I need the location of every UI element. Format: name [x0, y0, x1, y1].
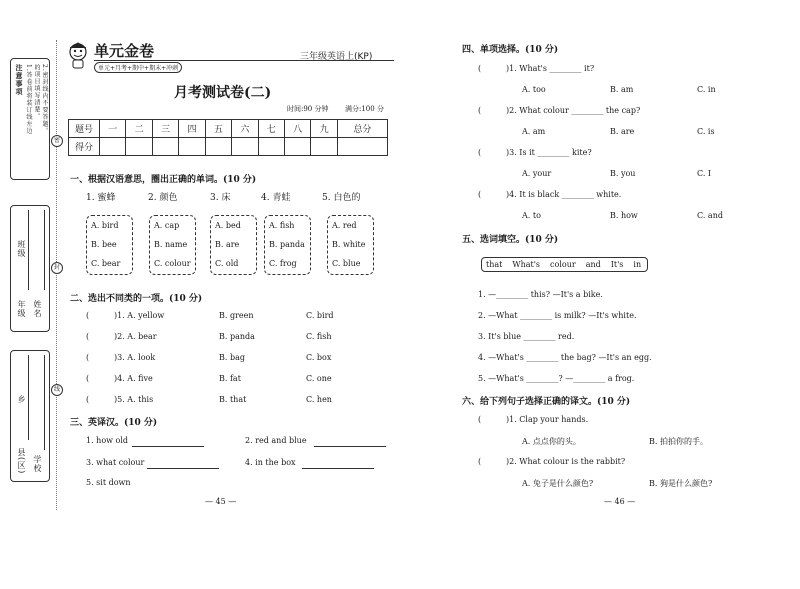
- notice-title: 注意事项: [15, 64, 24, 96]
- q2-option-a: )4. A. five: [114, 374, 153, 383]
- score-input-cell[interactable]: [126, 138, 152, 156]
- answer-blank[interactable]: [132, 446, 204, 447]
- q1-prompt: 1. 蜜蜂: [86, 193, 116, 203]
- seal-xian: 线: [51, 384, 63, 396]
- q2-option-c: C. fish: [306, 332, 332, 341]
- score-input-cell[interactable]: [284, 138, 310, 156]
- q2-option-a: )1. A. yellow: [114, 311, 165, 320]
- q2-option-c: C. one: [306, 374, 332, 383]
- option-box: [210, 215, 257, 275]
- answer-blank[interactable]: [302, 468, 374, 469]
- grade-class-line: [28, 210, 29, 290]
- score-cell: 四: [179, 120, 205, 138]
- school-line: [44, 355, 45, 450]
- score-row-label: 得分: [69, 138, 100, 156]
- q4-option-b: B. you: [610, 169, 636, 178]
- q3-item: 1. how old: [86, 436, 129, 445]
- mascot-icon: [66, 42, 90, 70]
- section-3-title: 三、英译汉。(10 分): [70, 418, 158, 428]
- q2-option-c: C. bird: [306, 311, 334, 320]
- score-cell: 三: [152, 120, 178, 138]
- class-label: 班级: [17, 240, 26, 258]
- page-number-left: — 45 —: [205, 497, 237, 506]
- option[interactable]: A. bed: [215, 221, 241, 230]
- word-bank: [481, 257, 648, 272]
- word-bank-item: in: [633, 260, 642, 269]
- answer-paren[interactable]: (: [478, 457, 482, 466]
- score-input-cell[interactable]: [179, 138, 205, 156]
- q5-item[interactable]: 1. —________ this? —It's a bike.: [478, 290, 603, 299]
- q2-option-b: B. that: [219, 395, 247, 404]
- option-box: [86, 215, 133, 275]
- q2-option-c: C. hen: [306, 395, 332, 404]
- option[interactable]: C. blue: [332, 259, 361, 268]
- answer-paren[interactable]: (: [478, 64, 482, 73]
- word-bank-item: that: [486, 260, 503, 269]
- seal-feng: 封: [51, 262, 63, 274]
- score-cell: 二: [126, 120, 152, 138]
- option-box: [149, 215, 196, 275]
- score-input-cell[interactable]: [152, 138, 178, 156]
- score-input-cell[interactable]: [258, 138, 284, 156]
- score-input-cell[interactable]: [337, 138, 387, 156]
- q2-option-b: B. fat: [219, 374, 241, 383]
- q2-option-a: )2. A. bear: [114, 332, 157, 341]
- q6-question: )1. Clap your hands.: [506, 415, 589, 424]
- score-cell: 总分: [337, 120, 387, 138]
- q1-prompt: 5. 白色的: [322, 193, 361, 203]
- q4-question: )2. What colour ________ the cap?: [506, 106, 641, 115]
- answer-paren[interactable]: (: [478, 106, 482, 115]
- answer-paren[interactable]: (: [86, 395, 90, 404]
- page-title: 月考测试卷(二): [174, 85, 272, 101]
- q4-option-a: A. too: [522, 85, 546, 94]
- word-bank-item: What's: [512, 260, 541, 269]
- q4-option-a: A. your: [522, 169, 552, 178]
- q6-option-a: A. 点点你的头。: [522, 437, 581, 446]
- grade-label: 三年级英语上(KP): [300, 52, 373, 62]
- q3-item: 5. sit down: [86, 478, 131, 487]
- q6-option-b: B. 拍拍你的手。: [649, 437, 708, 446]
- q4-question: )4. It is black ________ white.: [506, 190, 622, 199]
- q6-option-a: A. 兔子是什么颜色?: [522, 479, 594, 488]
- q3-item: 4. in the box: [245, 458, 296, 467]
- grade-label: 年级: [17, 300, 26, 318]
- answer-paren[interactable]: (: [478, 415, 482, 424]
- q4-option-b: B. am: [610, 85, 634, 94]
- section-4-title: 四、单项选择。(10 分): [462, 45, 559, 55]
- notice-line-2: 的项目填写清楚。: [33, 64, 40, 120]
- q4-option-a: A. am: [522, 127, 546, 136]
- q1-prompt: 4. 青蛙: [261, 193, 291, 203]
- score-input-cell[interactable]: [205, 138, 231, 156]
- score-cell: 五: [205, 120, 231, 138]
- q2-option-c: C. box: [306, 353, 332, 362]
- section-6-title: 六、给下列句子选择正确的译文。(10 分): [462, 397, 631, 407]
- q2-option-a: )3. A. look: [114, 353, 156, 362]
- q4-question: )1. What's ________ it?: [506, 64, 595, 73]
- q2-option-b: B. panda: [219, 332, 255, 341]
- q4-option-c: C. is: [697, 127, 715, 136]
- county-label: 县(区): [17, 448, 26, 475]
- answer-blank[interactable]: [314, 446, 386, 447]
- option-box: [327, 215, 374, 275]
- q2-option-b: B. bag: [219, 353, 245, 362]
- q4-option-a: A. to: [522, 211, 541, 220]
- seal-mi: 密: [51, 135, 63, 147]
- score-cell: 七: [258, 120, 284, 138]
- option[interactable]: A. fish: [269, 221, 295, 230]
- q2-option-b: B. green: [219, 311, 254, 320]
- option[interactable]: B. are: [215, 240, 240, 249]
- school-label: 学校: [33, 455, 42, 473]
- q4-option-c: C. and: [697, 211, 723, 220]
- section-2-title: 二、选出不同类的一项。(10 分): [70, 294, 203, 304]
- option-box: [264, 215, 311, 275]
- option[interactable]: C. colour: [154, 259, 191, 268]
- page-number-right: — 46 —: [604, 497, 636, 506]
- name-label: 姓名: [33, 300, 42, 318]
- q3-item: 3. what colour: [86, 458, 145, 467]
- answer-paren[interactable]: (: [86, 353, 90, 362]
- q2-option-a: )5. A. this: [114, 395, 154, 404]
- score-cell: 六: [232, 120, 258, 138]
- score-table: [68, 119, 388, 156]
- option[interactable]: C. bear: [91, 259, 121, 268]
- q4-option-b: B. are: [610, 127, 635, 136]
- score-cell: 九: [311, 120, 337, 138]
- answer-blank[interactable]: [147, 468, 219, 469]
- word-bank-item: colour: [550, 260, 576, 269]
- score-input-cell[interactable]: [232, 138, 258, 156]
- q5-item[interactable]: 5. —What's ________? —________ a frog.: [478, 374, 635, 383]
- score-table-header-row: [69, 120, 388, 138]
- q3-item: 2. red and blue: [245, 436, 307, 445]
- q5-item[interactable]: 2. —What ________ is milk? —It's white.: [478, 311, 637, 320]
- answer-paren[interactable]: (: [478, 148, 482, 157]
- option[interactable]: A. red: [332, 221, 357, 230]
- q6-question: )2. What colour is the rabbit?: [506, 457, 626, 466]
- score-table-score-row: [69, 138, 388, 156]
- option[interactable]: B. white: [332, 240, 366, 249]
- section-5-title: 五、选词填空。(10 分): [462, 235, 559, 245]
- q5-item[interactable]: 3. It's blue ________ red.: [478, 332, 575, 341]
- brand-title: 单元金卷: [94, 42, 155, 60]
- q1-prompt: 3. 床: [210, 193, 231, 203]
- word-bank-item: and: [585, 260, 601, 269]
- q1-prompt: 2. 颜色: [148, 193, 178, 203]
- name-line: [44, 210, 45, 290]
- township-label: 乡: [17, 395, 26, 404]
- q4-question: )3. Is it ________ kite?: [506, 148, 592, 157]
- header-rule: [94, 60, 394, 61]
- q4-option-c: C. I: [697, 169, 712, 178]
- score-cell: 一: [100, 120, 126, 138]
- brand-subtitle: 单元+月考+期中+期末+冲刺: [94, 62, 182, 73]
- answer-paren[interactable]: (: [478, 190, 482, 199]
- option[interactable]: B. name: [154, 240, 188, 249]
- county-line: [28, 355, 29, 440]
- option[interactable]: C. frog: [269, 259, 297, 268]
- q6-option-b: B. 狗是什么颜色?: [649, 479, 713, 488]
- answer-paren[interactable]: (: [86, 332, 90, 341]
- option[interactable]: C. old: [215, 259, 239, 268]
- notice-line-3: 2.密封线内不要答题。: [41, 64, 48, 135]
- option[interactable]: A. cap: [154, 221, 180, 230]
- score-cell: 八: [284, 120, 310, 138]
- q4-option-c: C. in: [697, 85, 716, 94]
- q5-item[interactable]: 4. —What's ________ the bag? —It's an egg.: [478, 353, 652, 362]
- option[interactable]: B. bee: [91, 240, 117, 249]
- word-bank-item: It's: [610, 260, 624, 269]
- option[interactable]: A. bird: [91, 221, 119, 230]
- exam-time: 时间:90 分钟: [287, 105, 329, 113]
- answer-paren[interactable]: (: [86, 374, 90, 383]
- exam-full-score: 满分:100 分: [345, 105, 384, 113]
- score-cell: 题号: [69, 120, 100, 138]
- notice-line-1: 1.答卷前将装订线左边: [25, 64, 32, 135]
- option[interactable]: B. panda: [269, 240, 305, 249]
- section-1-title: 一、根据汉语意思，圈出正确的单词。(10 分): [70, 175, 257, 185]
- score-input-cell[interactable]: [100, 138, 126, 156]
- q4-option-b: B. how: [610, 211, 638, 220]
- score-input-cell[interactable]: [311, 138, 337, 156]
- answer-paren[interactable]: (: [86, 311, 90, 320]
- cut-line: [56, 40, 57, 510]
